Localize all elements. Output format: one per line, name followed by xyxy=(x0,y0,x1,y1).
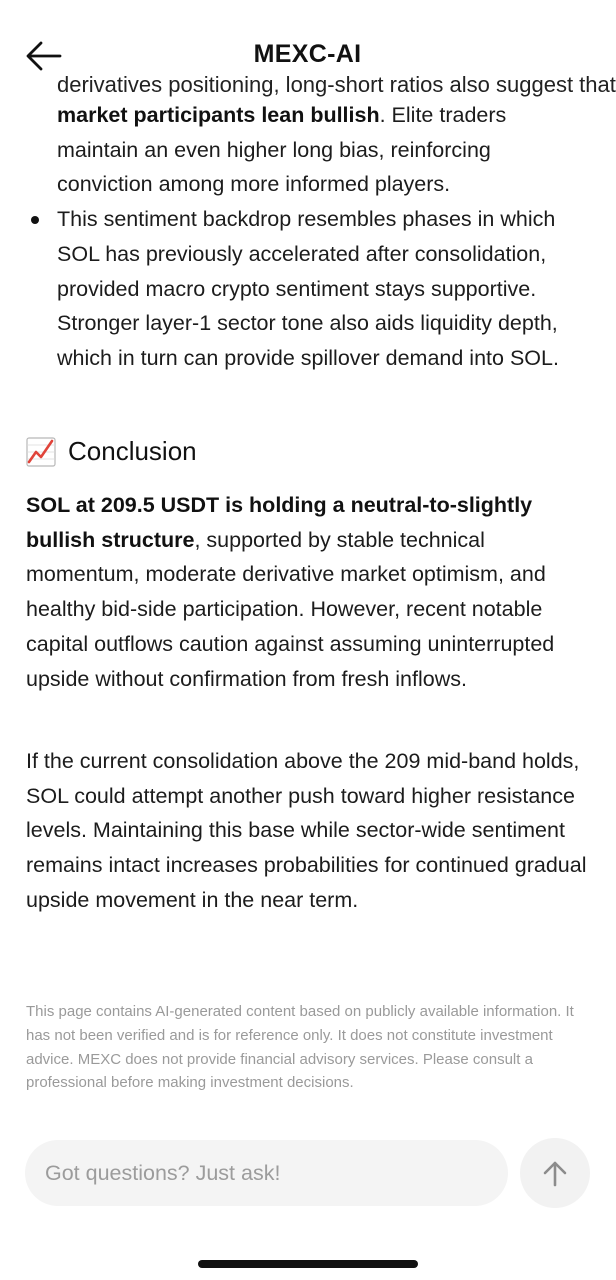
question-input[interactable] xyxy=(25,1140,508,1206)
chart-increasing-icon xyxy=(26,437,56,467)
conclusion-paragraph-2: If the current consolidation above the 209 mid-band holds, SOL could attempt another push toward higher resistance levels. Maintaining this base while sector-wide sentiment remains intact increases probabilities for continued gradual upside movement in the near term. xyxy=(26,749,587,912)
arrow-up-icon xyxy=(541,1159,569,1187)
bullet-item xyxy=(0,202,615,376)
conclusion-text: , supported by stable technical momentum, moderate derivative market optimism, and healthy bid-side participation. However, recent notable capital outflows caution against assuming uninterrupted upside without confirmation from fresh inflows. xyxy=(26,527,555,691)
home-indicator[interactable] xyxy=(198,1260,418,1268)
conclusion-heading-text: Conclusion xyxy=(68,436,197,466)
bullet-list xyxy=(0,98,615,376)
bullet-item xyxy=(0,98,615,202)
bullet-text: This sentiment backdrop resembles phases in which SOL has previously accelerated after consolidation, provided macro crypto sentiment stays supportive. Stronger layer-1 sector tone also aids liquidity depth, which in turn can provide spillover demand into SOL. xyxy=(57,207,559,370)
conclusion-paragraph-1 xyxy=(26,488,591,696)
clipped-text: derivatives positioning, long-short ratios also suggest that xyxy=(57,72,616,97)
bullet-text: . Elite traders maintain an even higher long bias, reinforcing conviction among more informed players. xyxy=(57,103,507,197)
conclusion-bold-text: SOL at 209.5 USDT is holding a neutral-to-slightly bullish structure xyxy=(26,493,533,552)
conclusion-heading xyxy=(26,436,197,467)
clipped-text-line xyxy=(57,72,616,97)
send-button[interactable] xyxy=(520,1138,590,1208)
composer xyxy=(25,1140,508,1206)
ai-disclaimer: This page contains AI-generated content based on publicly available information. It has not been verified and is for reference only. It does not constitute investment advice. MEXC does not provide financial advisory services. Please consult a professional before making investment decisions. xyxy=(26,1003,574,1092)
bullet-dot xyxy=(31,216,39,224)
bullet-bold-text: market participants lean bullish xyxy=(57,103,380,127)
page-title: MEXC-AI xyxy=(253,40,362,68)
